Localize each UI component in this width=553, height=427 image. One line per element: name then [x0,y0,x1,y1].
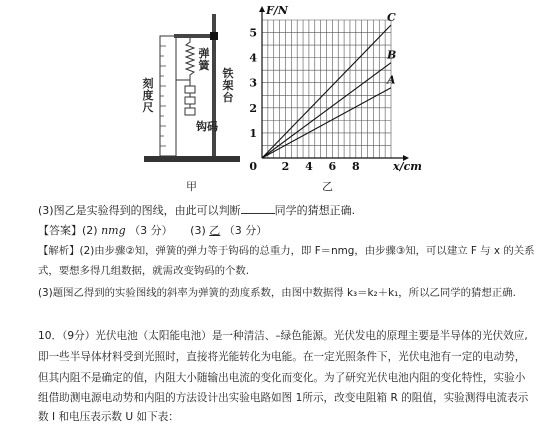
caption-yi: 乙 [322,180,333,193]
series-label-b: B [387,48,397,62]
answer-line [38,224,267,238]
series-label-c: C [387,11,396,25]
analysis-line-2: 式，要想多得几组数据，就需改变钩码的个数. [38,265,250,277]
origin-label: 0 [249,160,257,173]
weights [185,80,195,115]
stand-clamp [210,32,218,40]
q10-line-2: 即一些半导体材料受到光照时，直接将光能转化为电能。在一定光照条件下，光伏电池有一定的电动势， [38,351,526,363]
spring [186,38,194,80]
q10-line-4: 组借助测电源电动势和内阻的方法设计出实验电路如图 1所示，改变电阻箱 R 的阻值，实验测得电流表示 [38,392,529,404]
caption-jia: 甲 [186,180,197,193]
figure-apparatus [130,0,250,195]
answer-prefix: 【答案】(2) [38,224,98,237]
q10-line-1: 10．（9分）光伏电池（太阳能电池）是一种清洁、–绿色能源。光伏发电的原理主要是半导体的光伏效应, [38,330,528,342]
q10-line-3: 但其内阻不是确定的值，内阻大小随输出电流的变化而变化。为了研究光伏电池内阻的变化特性，实验小 [38,372,526,384]
y-tick-label: 2 [249,101,257,115]
q3-answer-blank [241,203,275,214]
answer-choice: 乙 [209,224,221,237]
y-axis-label: F/N [266,4,288,17]
series-label-a: A [387,73,396,87]
y-tick-label: 3 [249,76,257,90]
label-stand: 铁架台 [222,67,234,104]
answer-score-2: （3 分） [223,224,268,237]
x-tick-label: 4 [305,160,313,173]
y-axis-arrow [259,6,265,12]
q3-text-before: (3)图乙是实验得到的图线，由此可以判断 [38,204,241,217]
q3-text-after: 同学的猜想正确. [274,204,356,217]
label-weights: 钩码 [196,120,218,133]
x-tick-label: 2 [281,160,290,173]
analysis-line-1: 【解析】(2)由步骤②知，弹簧的弹力等于钩码的总重力，即 F＝nmg，由步骤③知，可以建立 F 与 x 的关系 [38,245,535,257]
stand-base [144,156,240,162]
x-tick-label: 8 [351,160,360,173]
y-tick-label: 5 [249,26,257,40]
fx-chart [246,0,426,180]
y-tick-label: 1 [249,126,257,140]
question-3 [38,203,355,218]
q10-line-5: 数 I 和电压表示数 U 如下表： [38,411,179,423]
label-ruler: 刻度尺 [142,77,154,114]
answer-score-1: （3 分） [129,224,173,237]
x-tick-label: 6 [328,160,337,173]
chart-series [262,11,396,158]
answer-part-3: (3) [190,224,206,237]
x-axis-label: x/cm [393,160,422,173]
figure-chart [246,0,426,195]
y-tick-label: 4 [249,51,257,65]
analysis-line-3: (3)题图乙得到的实验图线的斜率为弹簧的劲度系数，由图中数据得 k₃＝k₂＋k₁，所以乙同学的猜想正确. [38,287,516,299]
label-spring: 弹簧 [198,47,210,72]
answer-expr: nmg [101,224,126,237]
